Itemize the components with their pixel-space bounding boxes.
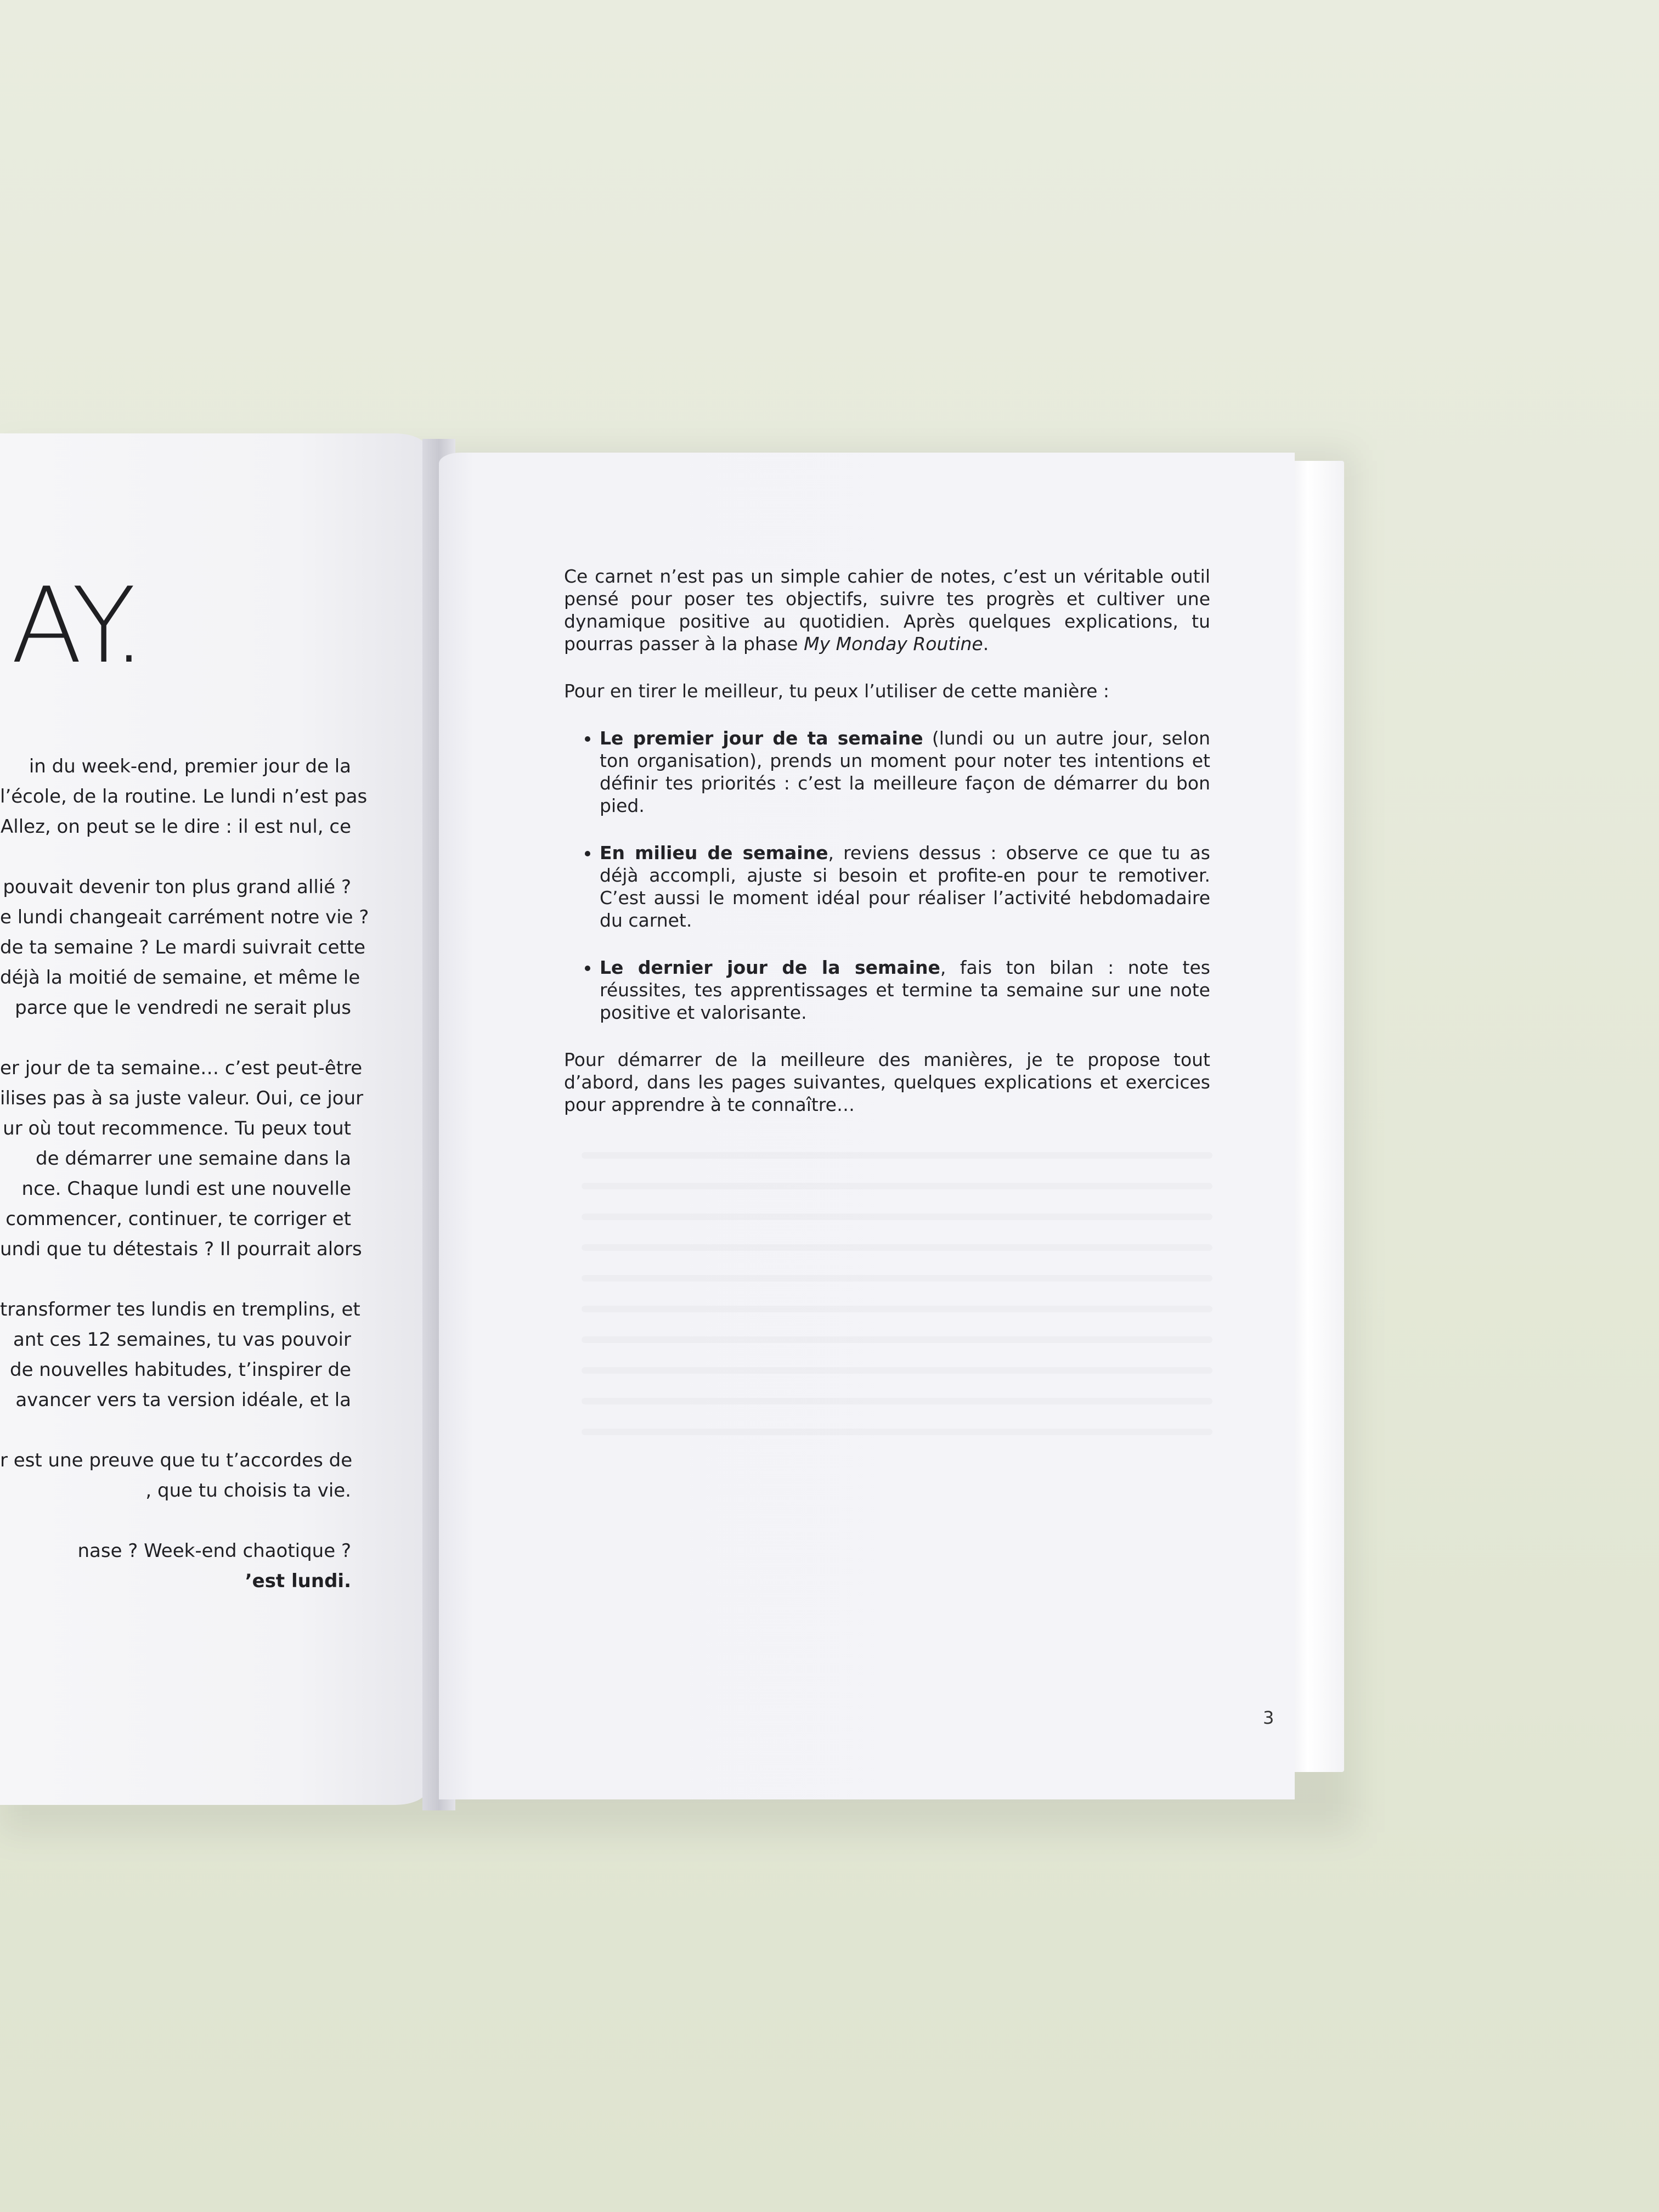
usage-list [564, 727, 1210, 1024]
left-paragraph-1 [0, 752, 368, 842]
intro-text: Ce carnet n’est pas un simple cahier de notes, c’est un véritable outil pensé pour poser tes objectifs, suivre tes progrès et cultiver une dynamique positive au quotidien. Après quelques explications, tu pourras passer à la phase [564, 566, 1210, 654]
list-item [600, 842, 1210, 932]
left-text-line: r est une preuve que tu t’accordes de [0, 1449, 353, 1471]
left-text-line: , que tu choisis ta vie. [145, 1480, 351, 1502]
show-through-line [582, 1429, 1212, 1435]
left-text-line: ant ces 12 semaines, tu vas pouvoir [13, 1329, 351, 1351]
left-page-text [0, 752, 369, 1627]
left-text-line: avancer vers ta version idéale, et la [15, 1389, 351, 1411]
left-paragraph-3 [0, 1053, 364, 1265]
intro-paragraph [564, 565, 1210, 655]
show-through-line [582, 1367, 1212, 1374]
left-paragraph-2 [0, 872, 369, 1023]
left-text-line: parce que le vendredi ne serait plus [15, 997, 351, 1019]
left-text-line: Allez, on peut se le dire : il est nul, ce [1, 816, 351, 838]
left-text-line: e lundi changeait carrément notre vie ? [0, 906, 369, 928]
left-text-line: ilises pas à sa juste valeur. Oui, ce jour [0, 1087, 364, 1109]
left-closing-bold: ’est lundi. [245, 1570, 351, 1592]
left-page-title: AY. [11, 565, 144, 686]
show-through-text [582, 1152, 1212, 1536]
show-through-line [582, 1275, 1212, 1282]
left-text-line: nce. Chaque lundi est une nouvelle [21, 1178, 351, 1200]
left-text-line: er jour de ta semaine… c’est peut-être [0, 1057, 363, 1079]
show-through-line [582, 1336, 1212, 1343]
list-item-bold: Le dernier jour de la semaine [600, 957, 940, 978]
left-closing [0, 1536, 351, 1596]
list-item-bold: En milieu de semaine [600, 842, 828, 864]
left-text-line: transformer tes lundis en tremplins, et [0, 1299, 360, 1321]
left-text-line: pouvait devenir ton plus grand allié ? [3, 876, 351, 898]
list-item [600, 727, 1210, 817]
left-text-line: de nouvelles habitudes, t’inspirer de [9, 1359, 351, 1381]
show-through-line [582, 1183, 1212, 1189]
left-text-line: in du week-end, premier jour de la [29, 755, 351, 777]
show-through-line [582, 1152, 1212, 1159]
left-text-line: de ta semaine ? Le mardi suivrait cette [0, 936, 366, 958]
intro-end: . [983, 633, 989, 654]
left-text-line: déjà la moitié de semaine, et même le [0, 967, 360, 989]
list-item-bold: Le premier jour de ta semaine [600, 727, 923, 749]
show-through-line [582, 1214, 1212, 1220]
show-through-line [582, 1244, 1212, 1251]
list-item-text: , fais ton bilan : note tes réussites, tes apprentissages et termine ta semaine sur une note positive et valorisante. [600, 957, 1210, 1023]
show-through-line [582, 1306, 1212, 1312]
lead-in-paragraph: Pour en tirer le meilleur, tu peux l’utiliser de cette manière : [564, 680, 1110, 702]
left-text-line: ur où tout recommence. Tu peux tout [3, 1118, 351, 1139]
left-text-line: commencer, continuer, te corriger et [5, 1208, 351, 1230]
show-through-line [582, 1398, 1212, 1404]
left-paragraph-5 [0, 1446, 351, 1506]
intro-italic: My Monday Routine [804, 633, 983, 654]
left-text-line: undi que tu détestais ? Il pourrait alors [0, 1238, 362, 1260]
list-item-text: (lundi ou un autre jour, selon ton organisation), prends un moment pour noter tes intentions et définir tes priorités : c’est la meilleure façon de démarrer du bon pied. [600, 727, 1210, 816]
closing-paragraph: Pour démarrer de la meilleure des manières, je te propose tout d’abord, dans les pages suivantes, quelques explications et exercices pour apprendre à te connaître… [564, 1049, 1210, 1115]
list-item-text: , reviens dessus : observe ce que tu as déjà accompli, ajuste si besoin et profite-en pour te remotiver. C’est aussi le moment idéal pour réaliser l’activité hebdomadaire du carnet. [600, 842, 1210, 931]
list-item [600, 956, 1210, 1024]
left-text-line: l’école, de la routine. Le lundi n’est pas [0, 786, 368, 808]
right-page-text [564, 565, 1210, 1141]
left-paragraph-4 [0, 1295, 360, 1415]
left-text-line: de démarrer une semaine dans la [36, 1148, 351, 1170]
left-closing-line: nase ? Week-end chaotique ? [77, 1540, 351, 1562]
page-number: 3 [1263, 1707, 1274, 1728]
